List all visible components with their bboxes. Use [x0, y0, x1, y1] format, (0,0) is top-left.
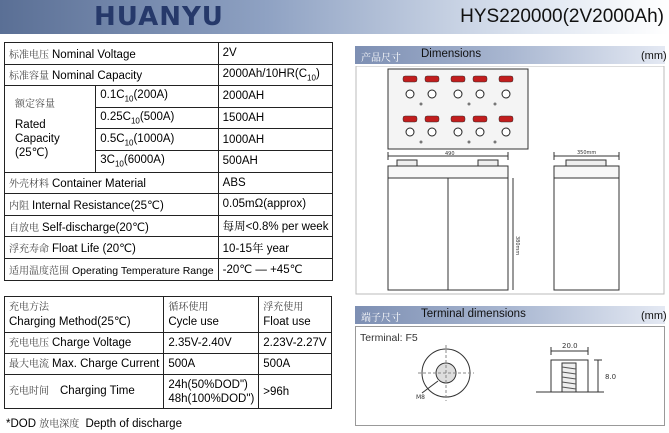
nominal-capacity-value: $2000Ah/10HR(C_{10})$ [218, 64, 333, 86]
terminal-type: Terminal: F5 [360, 332, 418, 344]
max-current-row: 最大电流 Max. Charge Current 500A 500A [5, 354, 332, 375]
front-width-label: 490 [445, 151, 455, 157]
terminal-title: Terminal dimensions [421, 308, 526, 320]
model-title: HYS220000(2V2000Ah) [460, 6, 664, 27]
terminal-diameter-label: 20.0 [562, 342, 578, 350]
dod-footnote: *DOD 放电深度 Depth of discharge [6, 418, 182, 430]
battery-top-view [388, 69, 528, 149]
charging-head-row: 充电方法 Charging Method(25℃) 循环使用 Cycle use 浮充使用 Float use [5, 297, 332, 333]
dimensions-drawing [355, 66, 669, 296]
battery-side-view [554, 152, 619, 290]
spec-table [4, 42, 333, 281]
battery-front-view [388, 152, 513, 290]
terminal-drawing [356, 327, 664, 425]
side-depth-label: 350mm [577, 150, 597, 156]
row-rated-1: 额定容量 Rated Capacity (25℃) $0.1C_{10}(200A)$ 2000AH [5, 86, 333, 108]
row-rated-2: $0.25C_{10}(500A)$ 1500AH [5, 107, 333, 129]
terminal-title-bar: 端子尺寸 Terminal dimensions [355, 306, 665, 324]
terminal-unit: (mm) [641, 310, 667, 322]
row-float-life: 浮充寿命 Float Life (20℃) 10-15年 year [5, 237, 333, 259]
charging-table [4, 296, 332, 409]
terminal-height-label: 8.0 [605, 373, 617, 381]
charging-time-row: 充电时间 Charging Time 24h(50%DOD") 48h(100%DOD") >96h [5, 375, 332, 409]
brand-logo: HUANYU [94, 2, 224, 32]
terminal-top-view [418, 345, 474, 401]
nominal-voltage-value: 2V [218, 43, 333, 65]
row-container: 外壳材料 Container Material ABS [5, 172, 333, 194]
dimensions-unit: (mm) [641, 50, 667, 62]
row-rated-4: $3C_{10}(6000A)$ 500AH [5, 150, 333, 172]
row-rated-3: $0.5C_{10}(1000A)$ 1000AH [5, 129, 333, 151]
row-resistance: 内阻 Internal Resistance(25℃) 0.05mΩ(approx) [5, 194, 333, 216]
bolt-label: M8 [416, 394, 425, 401]
dimensions-title-bar: 产品尺寸 Dimensions [355, 46, 665, 64]
row-nominal-capacity: 标准容量 Nominal Capacity $2000Ah/10HR(C_{10})$ [5, 64, 333, 86]
charge-voltage-row: 充电电压 Charge Voltage 2.35V-2.40V 2.23V-2.27V [5, 333, 332, 354]
header-banner [0, 0, 669, 34]
dimensions-title: Dimensions [421, 48, 482, 60]
front-height-label: 380mm [514, 236, 520, 256]
rated-capacity-label: 额定容量 Rated Capacity (25℃) [5, 86, 96, 172]
row-nominal-voltage: 标准电压 Nominal Voltage 2V [5, 43, 333, 65]
row-temp-range: 适用温度范围 Operating Temperature Range -20℃ — +45℃ [5, 258, 333, 280]
terminal-side-view [536, 347, 604, 392]
row-self-discharge: 自放电 Self-discharge(20℃) 每周<0.8% per week [5, 215, 333, 237]
